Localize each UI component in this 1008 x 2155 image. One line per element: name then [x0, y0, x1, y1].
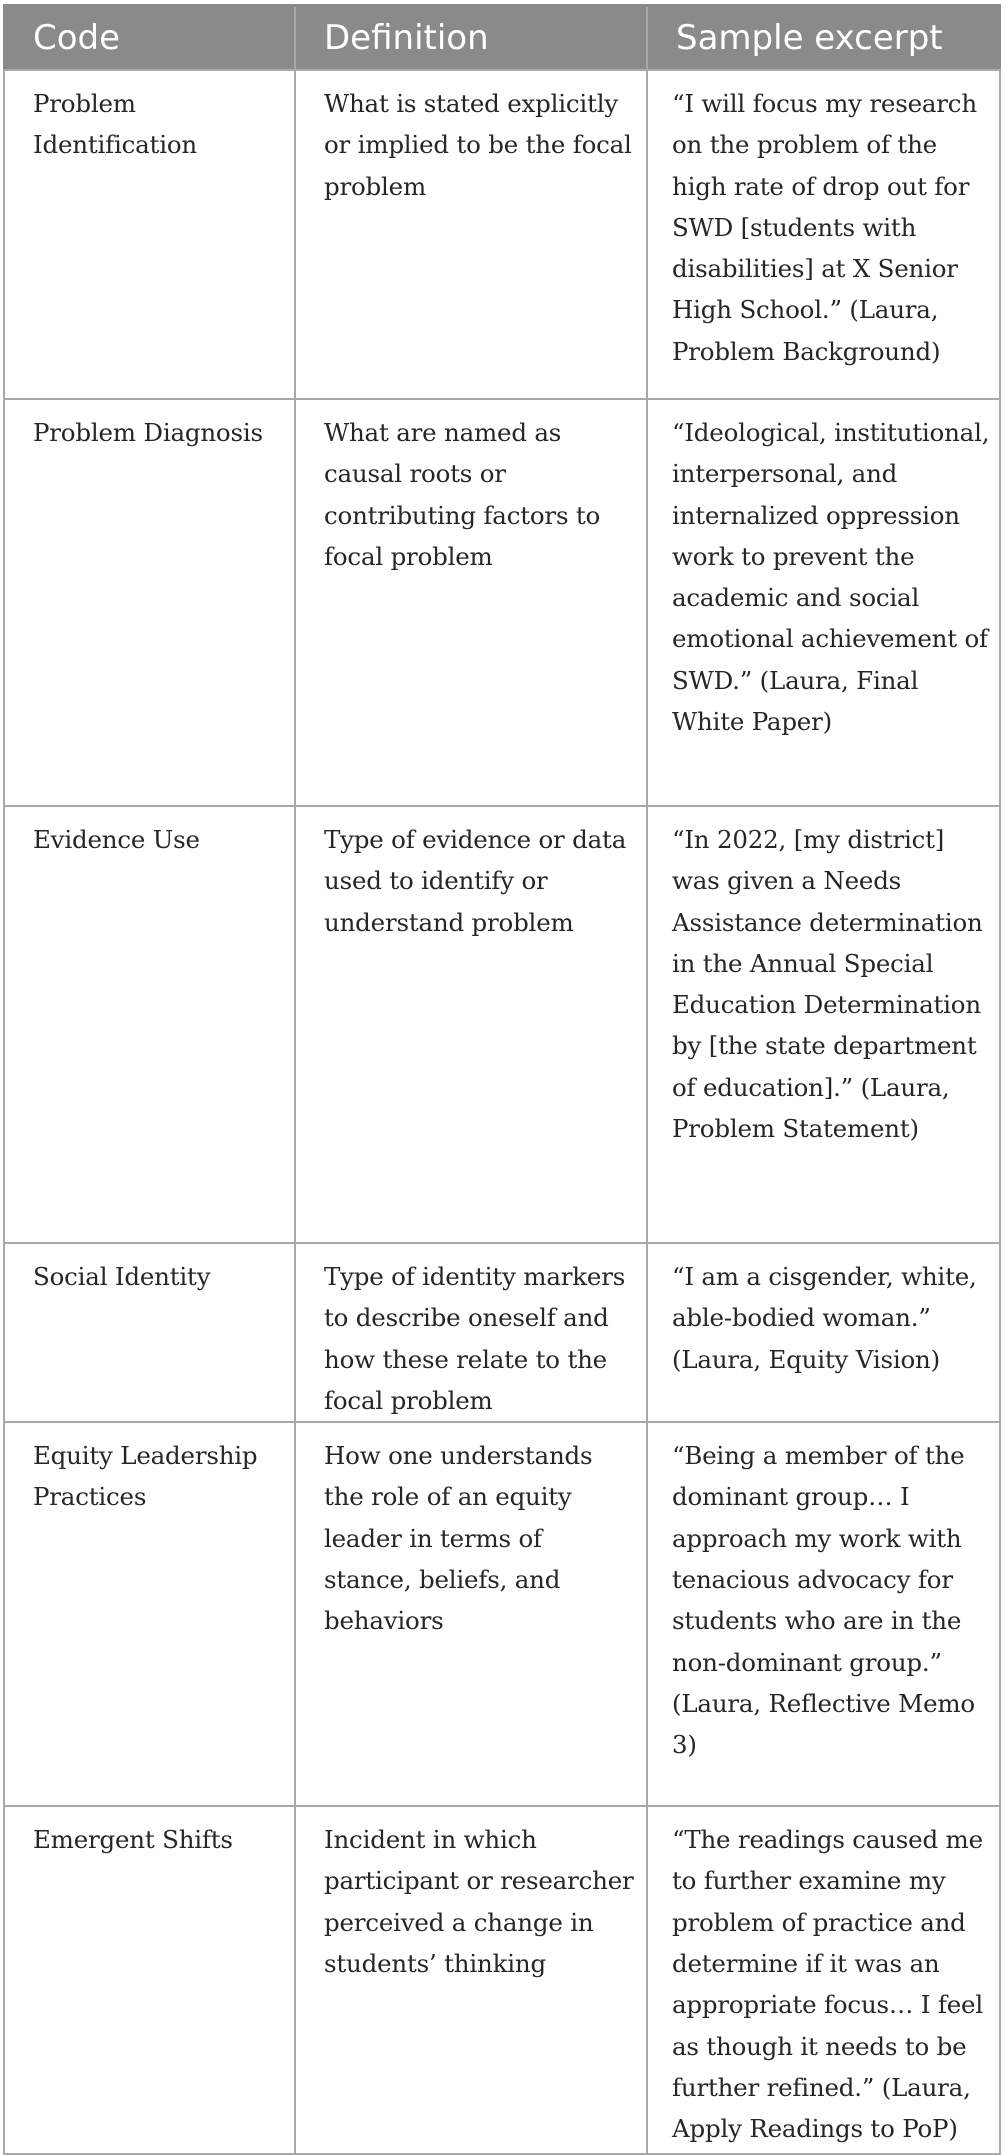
definition-cell: Type of evidence or data used to identify or understand problem: [295, 806, 647, 1243]
definition-cell: Incident in which participant or researcher perceived a change in students’ thinking: [295, 1806, 647, 2154]
excerpt-cell: “I am a cisgender, white, able-bodied woman.” (Laura, Equity Vision): [647, 1243, 1000, 1422]
table-row: [4, 806, 1000, 1243]
code-cell: Problem Diagnosis: [4, 399, 295, 806]
code-cell: Social Identity: [4, 1243, 295, 1422]
definition-cell: What are named as causal roots or contributing factors to focal problem: [295, 399, 647, 806]
header-definition: Definition: [295, 6, 647, 71]
excerpt-cell: “The readings caused me to further examine my problem of practice and determine if it was an appropriate focus… I feel as though it needs to be further refined.” (Laura, Apply Readings to PoP): [647, 1806, 1000, 2154]
table-row: [4, 1806, 1000, 2154]
excerpt-cell: “In 2022, [my district] was given a Needs Assistance determination in the Annual Special Education Determination by [the state department of education].” (Laura, Problem Statement): [647, 806, 1000, 1243]
definition-cell: Type of identity markers to describe oneself and how these relate to the focal problem: [295, 1243, 647, 1422]
definition-cell: How one understands the role of an equity leader in terms of stance, beliefs, and behaviors: [295, 1422, 647, 1806]
table-header-row: [4, 6, 1000, 71]
coding-table-container: [3, 4, 999, 2155]
excerpt-cell: “Being a member of the dominant group… I approach my work with tenacious advocacy for students who are in the non-dominant group.” (Laura, Reflective Memo 3): [647, 1422, 1000, 1806]
excerpt-cell: “Ideological, institutional, interpersonal, and internalized oppression work to prevent the academic and social emotional achievement of SWD.” (Laura, Final White Paper): [647, 399, 1000, 806]
table-row: [4, 1243, 1000, 1422]
code-cell: Equity Leadership Practices: [4, 1422, 295, 1806]
header-sample-excerpt: Sample excerpt: [647, 6, 1000, 71]
header-code: Code: [4, 6, 295, 71]
excerpt-cell: “I will focus my research on the problem of the high rate of drop out for SWD [students with disabilities] at X Senior High School.” (Laura, Problem Background): [647, 70, 1000, 399]
code-cell: Evidence Use: [4, 806, 295, 1243]
coding-table: [3, 4, 1001, 2155]
code-cell: Emergent Shifts: [4, 1806, 295, 2154]
table-row: [4, 70, 1000, 399]
table-row: [4, 399, 1000, 806]
table-row: [4, 1422, 1000, 1806]
code-cell: Problem Identification: [4, 70, 295, 399]
definition-cell: What is stated explicitly or implied to be the focal problem: [295, 70, 647, 399]
